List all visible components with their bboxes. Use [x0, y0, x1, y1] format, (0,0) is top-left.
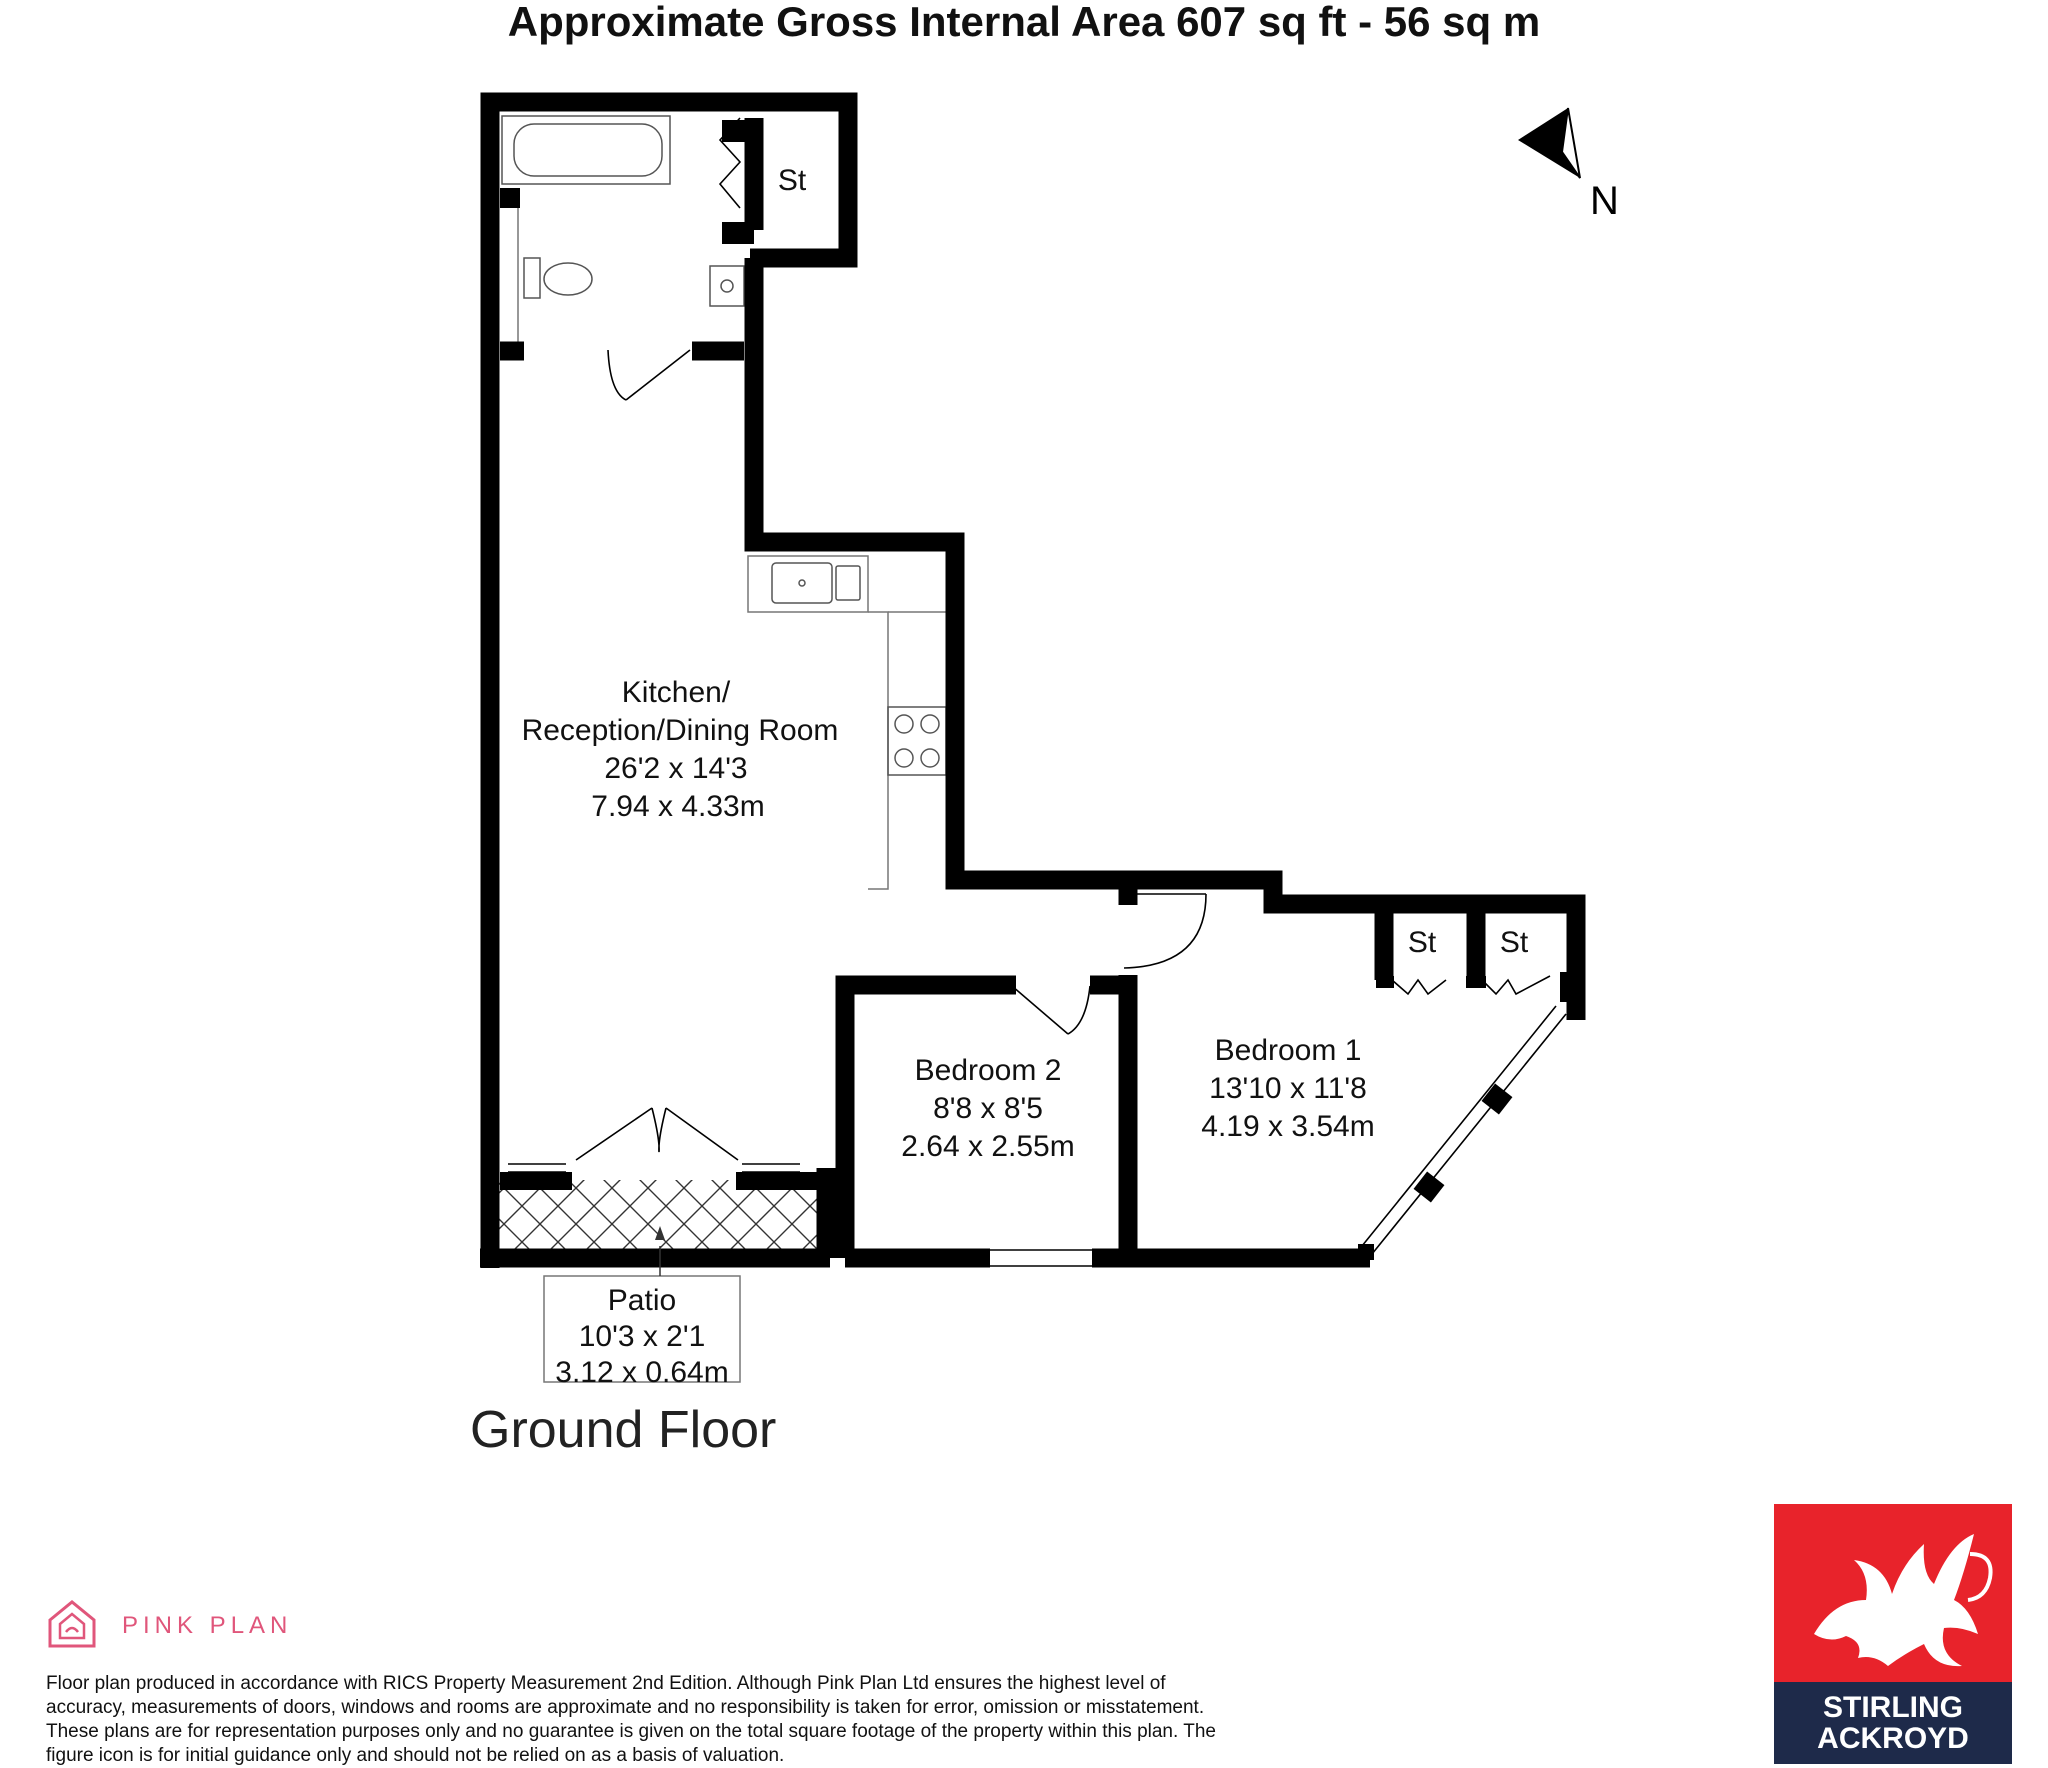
- bedroom2-name: Bedroom 2: [914, 1054, 1062, 1087]
- bedroom1-name: Bedroom 1: [1214, 1034, 1362, 1067]
- toilet: [524, 258, 592, 298]
- pink-plan-logo-icon: [46, 1598, 98, 1650]
- disclaimer-text: Floor plan produced in accordance with RICS Property Measurement 2nd Edition. Although Pink Plan Ltd ensures the highest level of accuracy, measurements of doors, windows and rooms are approximate and no responsibility is taken for error, omission or misstatement. These plans are for representation purposes only and no guarantee is given on the total square footage of the property within this plan. The figure icon is for initial guidance only and should not be relied on as a basis of valuation.: [46, 1673, 1216, 1766]
- brand-name: [1774, 1682, 2012, 1764]
- kitchen-name-line2: Reception/Dining Room: [521, 714, 839, 747]
- griffin-icon: [1774, 1504, 2012, 1682]
- storage-label-bedroom1-left: St: [1407, 926, 1437, 959]
- bedroom2-metric: 2.64 x 2.55m: [901, 1130, 1075, 1163]
- storage-label-bedroom1-right: St: [1499, 926, 1529, 959]
- pink-plan-label: PINK PLAN: [122, 1612, 293, 1639]
- stirling-ackroyd-logo: [1774, 1504, 2012, 1764]
- bedroom1-metric: 4.19 x 3.54m: [1201, 1110, 1375, 1143]
- floor-name: Ground Floor: [470, 1401, 777, 1459]
- bathtub: [502, 116, 670, 184]
- doors: [576, 118, 1550, 1160]
- page-title: Approximate Gross Internal Area 607 sq ft - 56 sq m: [507, 0, 1541, 45]
- north-arrow-icon: [1518, 108, 1580, 178]
- bathroom-basin: [710, 266, 744, 306]
- griffin-emblem: [1774, 1504, 2012, 1682]
- kitchen-imperial: 26'2 x 14'3: [604, 752, 748, 785]
- patio-metric: 3.12 x 0.64m: [555, 1356, 729, 1389]
- bedroom1-imperial: 13'10 x 11'8: [1209, 1072, 1367, 1105]
- brand-line2: ACKROYD: [1817, 1722, 1969, 1755]
- kitchen-sink: [772, 563, 860, 603]
- brand-line1: STIRLING: [1823, 1691, 1963, 1724]
- bay-window: [1362, 1006, 1566, 1254]
- hob: [888, 707, 946, 775]
- bedroom2-imperial: 8'8 x 8'5: [933, 1092, 1043, 1125]
- patio-name: Patio: [607, 1284, 677, 1317]
- kitchen-metric: 7.94 x 4.33m: [591, 790, 765, 823]
- patio-imperial: 10'3 x 2'1: [578, 1320, 706, 1353]
- compass-label: N: [1590, 179, 1619, 223]
- kitchen-name-line1: Kitchen/: [621, 676, 731, 709]
- storage-label-bathroom: St: [777, 164, 807, 197]
